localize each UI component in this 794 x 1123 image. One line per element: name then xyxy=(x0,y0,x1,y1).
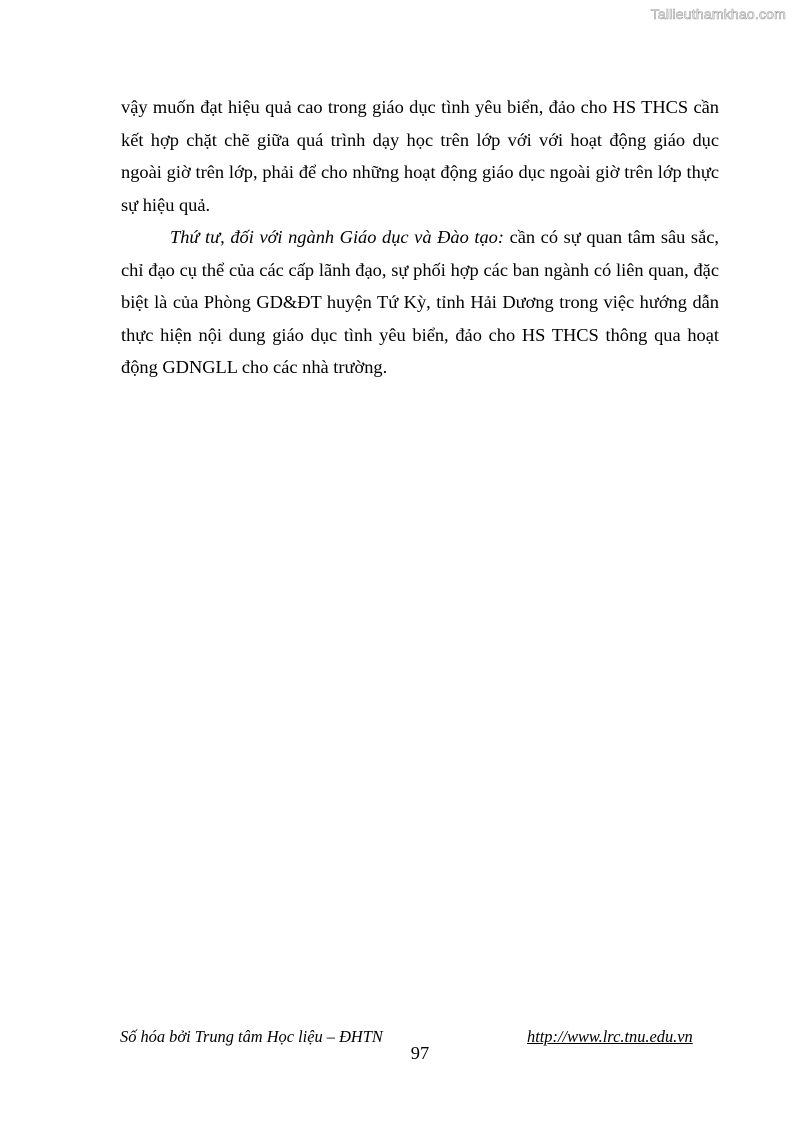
page-number: 97 xyxy=(410,1043,430,1063)
footer-digitized-by: Số hóa bởi Trung tâm Học liệu – ĐHTN xyxy=(120,1027,383,1046)
watermark-text: Tailieuthamkhao.com xyxy=(650,6,786,22)
paragraph-continuation: vậy muốn đạt hiệu quả cao trong giáo dục tình yêu biển, đảo cho HS THCS cần kết hợp chặt chẽ giữa quá trình dạy học trên lớp với với hoạt động giáo dục ngoài giờ trên lớp, phải để cho những hoạt động giáo dục ngoài giờ trên lớp thực sự hiệu quả. xyxy=(121,97,719,215)
paragraph-lead-in: Thứ tư, đối với ngành Giáo dục và Đào tạo: xyxy=(170,227,504,247)
document-body xyxy=(121,91,719,384)
paragraph-fourth-point xyxy=(121,221,719,384)
paragraph-body: cần có sự quan tâm sâu sắc, chỉ đạo cụ thể của các cấp lãnh đạo, sự phối hợp các ban ngành có liên quan, đặc biệt là của Phòng GD&ĐT huyện Tứ Kỳ, tỉnh Hải Dương trong việc hướng dẫn thực hiện nội dung giáo dục tình yêu biển, đảo cho HS THCS thông qua hoạt động GDNGLL cho các nhà trường. xyxy=(121,227,720,377)
footer-link[interactable]: http://www.lrc.tnu.edu.vn xyxy=(527,1027,693,1046)
